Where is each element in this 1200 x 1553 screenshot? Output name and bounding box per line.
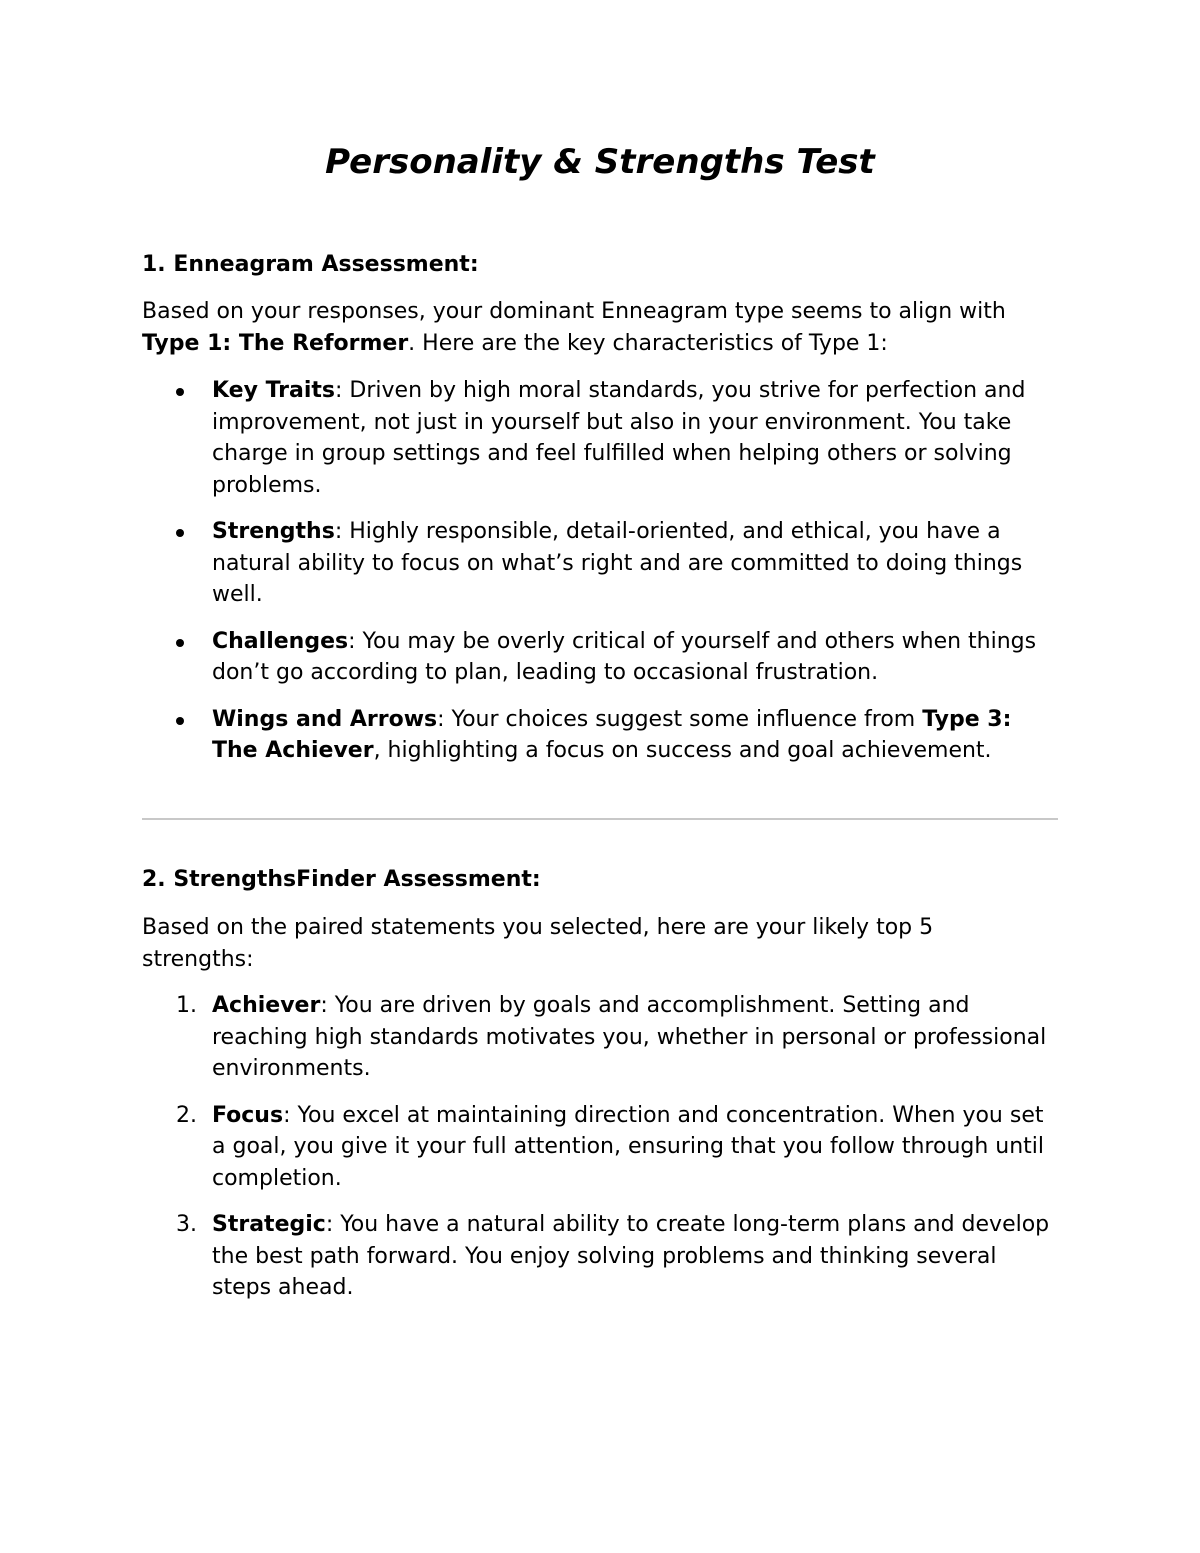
item-text: : Highly responsible, detail-oriented, and ethical, you have a natural ability to focus on what’s right and are committed to doing things well.: [212, 519, 1023, 607]
item-text: : You have a natural ability to create long-term plans and develop the best path forward. You enjoy solving problems and thinking several steps ahead.: [212, 1212, 1050, 1300]
bullet-icon: [176, 639, 184, 647]
item-label: Challenges: [212, 628, 349, 654]
list-item-key-traits: [142, 375, 1060, 501]
item-text: : You are driven by goals and accomplishment. Setting and reaching high standards motivates you, whether in personal or professional environments.: [212, 993, 1047, 1081]
list-item-focus: [142, 1100, 1060, 1195]
enneagram-characteristics-list: [142, 375, 1060, 782]
item-text: : You may be overly critical of yourself and others when things don’t go according to plan, leading to occasional frustration.: [212, 628, 1037, 685]
list-item-wings-and-arrows: [142, 704, 1060, 767]
item-text-continued: , highlighting a focus on success and goal achievement.: [373, 738, 992, 763]
item-label: Strengths: [212, 519, 335, 544]
item-text: : Driven by high moral standards, you strive for perfection and improvement, not just in yourself but also in your environment. You take charge in group settings and feel fulfilled when helping others or solving problems.: [212, 378, 1026, 498]
item-label: Focus: [212, 1102, 284, 1128]
enneagram-heading: 1. Enneagram Assessment:: [142, 252, 479, 277]
item-text: : You excel at maintaining direction and concentration. When you set a goal, you give it your full attention, ensuring that you follow through until completion.: [212, 1102, 1045, 1191]
enneagram-intro-prefix: Based on your responses, your dominant Enneagram type seems to align with: [142, 299, 1006, 324]
item-number: 2.: [176, 1102, 197, 1128]
item-label: Strategic: [212, 1212, 326, 1237]
item-bold-type: Type 3: The Achiever: [212, 706, 1012, 763]
item-label: Wings and Arrows: [212, 706, 438, 732]
item-label: Key Traits: [212, 378, 336, 403]
page-title: Personality & Strengths Test: [325, 142, 875, 182]
enneagram-type-label: Type 1: The Reformer: [142, 330, 409, 356]
strengthsfinder-heading: 2. StrengthsFinder Assessment:: [142, 867, 541, 892]
enneagram-intro: [142, 296, 1042, 359]
item-text: : Your choices suggest some influence from: [437, 706, 923, 732]
bullet-icon: [176, 717, 184, 725]
item-number: 3.: [176, 1212, 197, 1237]
item-label: Achiever: [212, 993, 321, 1018]
bullet-icon: [176, 529, 184, 537]
list-item-strengths: [142, 516, 1060, 611]
item-number: 1.: [176, 993, 197, 1018]
horizontal-divider: [142, 818, 1058, 820]
list-item-strategic: [142, 1209, 1060, 1304]
list-item-challenges: [142, 626, 1060, 689]
strengthsfinder-intro: Based on the paired statements you selected, here are your likely top 5 strengths:: [142, 915, 934, 972]
bullet-icon: [176, 388, 184, 396]
enneagram-intro-suffix: . Here are the key characteristics of Type 1:: [408, 330, 888, 356]
list-item-achiever: [142, 990, 1060, 1085]
strengths-list: [142, 990, 1060, 1319]
